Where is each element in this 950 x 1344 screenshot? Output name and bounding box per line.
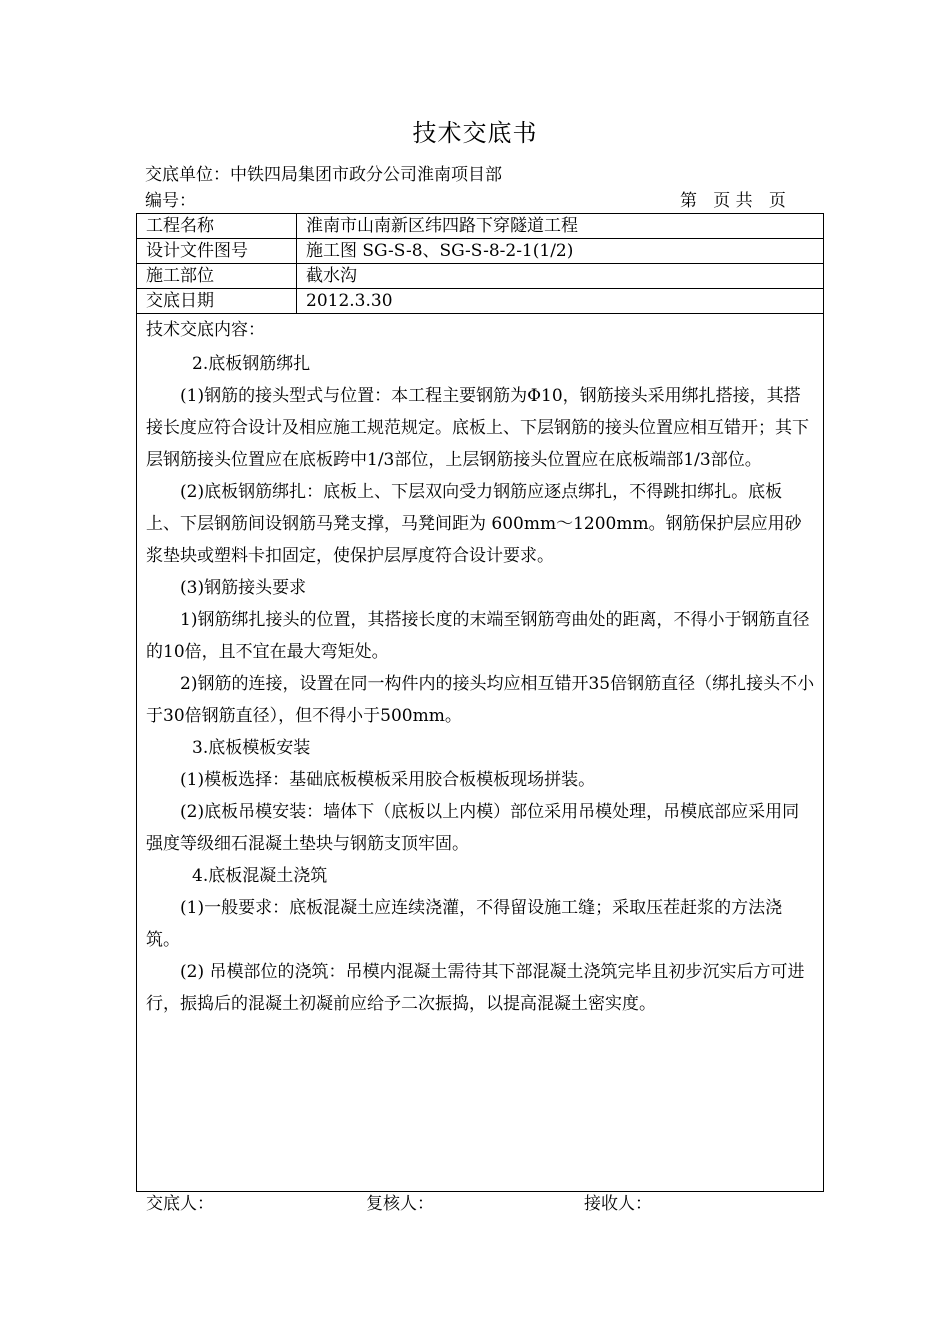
paragraph: (1)模板选择：基础底板模板采用胶合板模板现场拼装。 bbox=[180, 770, 596, 790]
info-row-construction-part bbox=[137, 264, 823, 289]
info-row-drawing-number bbox=[137, 239, 823, 264]
info-row-disclosure-date bbox=[137, 289, 823, 314]
info-label: 工程名称 bbox=[137, 214, 297, 239]
document-title: 技术交底书 bbox=[412, 119, 538, 147]
project-info-table bbox=[137, 214, 823, 314]
paragraph: (2)底板钢筋绑扎：底板上、下层双向受力钢筋应逐点绑扎，不得跳扣绑扎。底板上、下层钢筋间设钢筋马凳支撑，马凳间距为 600mm～1200mm。钢筋保护层应用砂浆垫块或塑料卡扣固定，使保护层厚度符合设计要求。 bbox=[146, 482, 802, 566]
paragraph: (1)钢筋的接头型式与位置：本工程主要钢筋为Φ10，钢筋接头采用绑扎搭接，其搭接长度应符合设计及相应施工规范规定。底板上、下层钢筋的接头位置应相互错开；其下层钢筋接头位置应在底板跨中1/3部位，上层钢筋接头位置应在底板端部1/3部位。 bbox=[146, 386, 809, 470]
info-value: 淮南市山南新区纬四路下穿隧道工程 bbox=[297, 214, 824, 239]
page-count-label: 第 页 共 页 bbox=[680, 191, 786, 211]
info-value: 截水沟 bbox=[297, 264, 824, 289]
disclosure-unit: 交底单位：中铁四局集团市政分公司淮南项目部 bbox=[145, 165, 502, 185]
discloser-signature-label: 交底人： bbox=[146, 1194, 214, 1214]
paragraph: (2)底板吊模安装：墙体下（底板以上内模）部位采用吊模处理，吊模底部应采用同强度等级细石混凝土垫块与钢筋支顶牢固。 bbox=[146, 802, 800, 854]
info-row-project-name bbox=[137, 214, 823, 239]
section-heading: 3.底板模板安装 bbox=[192, 738, 311, 758]
paragraph: 1)钢筋绑扎接头的位置，其搭接长度的末端至钢筋弯曲处的距离，不得小于钢筋直径的10倍，且不宜在最大弯矩处。 bbox=[146, 610, 810, 662]
section-heading: 4.底板混凝土浇筑 bbox=[192, 866, 328, 886]
paragraph: (1)一般要求：底板混凝土应连续浇灌，不得留设施工缝；采取压茬赶浆的方法浇筑。 bbox=[146, 898, 783, 950]
info-label: 设计文件图号 bbox=[137, 239, 297, 264]
disclosure-content bbox=[146, 318, 816, 1020]
paragraph: 2)钢筋的连接，设置在同一构件内的接头均应相互错开35倍钢筋直径（绑扎接头不小于30倍钢筋直径），但不得小于500mm。 bbox=[146, 674, 815, 726]
info-value: 施工图 SG-S-8、SG-S-8-2-1(1/2) bbox=[297, 239, 824, 264]
reviewer-signature-label: 复核人： bbox=[366, 1194, 434, 1214]
content-label: 技术交底内容： bbox=[146, 320, 265, 340]
info-label: 交底日期 bbox=[137, 289, 297, 314]
paragraph: (2) 吊模部位的浇筑：吊模内混凝土需待其下部混凝土浇筑完毕且初步沉实后方可进行，振捣后的混凝土初凝前应给予二次振捣，以提高混凝土密实度。 bbox=[146, 962, 805, 1014]
info-value: 2012.3.30 bbox=[297, 289, 824, 314]
disclosure-form bbox=[136, 213, 824, 1192]
document-number-label: 编号： bbox=[145, 191, 196, 211]
section-heading: 2.底板钢筋绑扎 bbox=[192, 354, 311, 374]
receiver-signature-label: 接收人： bbox=[584, 1194, 652, 1214]
info-label: 施工部位 bbox=[137, 264, 297, 289]
paragraph: (3)钢筋接头要求 bbox=[180, 578, 307, 598]
